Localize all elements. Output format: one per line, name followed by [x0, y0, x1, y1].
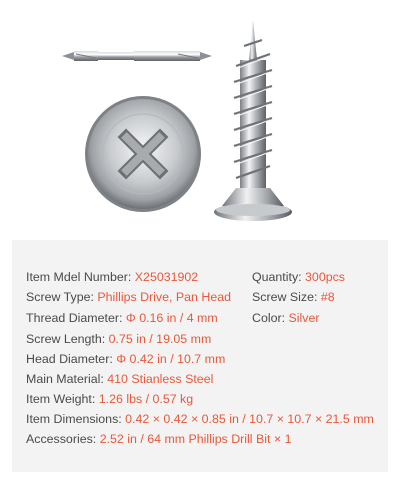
- spec-screw-length: [26, 331, 211, 347]
- spec-value: 300pcs: [305, 270, 345, 284]
- spec-main-material: [26, 371, 213, 387]
- spec-label: Item Mdel Number:: [26, 270, 135, 284]
- product-illustration: [0, 0, 400, 232]
- spec-value: 2.52 in / 64 mm Phillips Drill Bit × 1: [99, 432, 292, 446]
- spec-value: Φ 0.42 in / 10.7 mm: [116, 352, 226, 366]
- spec-color: [252, 310, 319, 326]
- spec-label: Quantity:: [252, 270, 306, 284]
- spec-label: Thread Diameter:: [26, 311, 126, 325]
- spec-item-weight: [26, 391, 193, 407]
- spec-value: #8: [320, 290, 335, 304]
- spec-quantity: [252, 269, 345, 285]
- spec-label: Screw Type:: [26, 290, 98, 304]
- spec-value: Φ 0.16 in / 4 mm: [125, 311, 218, 325]
- specifications-panel: [12, 240, 388, 472]
- drill-bit-icon: [62, 51, 212, 61]
- spec-label: Screw Length:: [26, 332, 109, 346]
- spec-accessories: [26, 431, 291, 447]
- spec-label: Color:: [252, 311, 289, 325]
- spec-value: 0.75 in / 19.05 mm: [108, 332, 212, 346]
- spec-label: Item Weight:: [26, 392, 99, 406]
- spec-value: X25031902: [134, 270, 199, 284]
- spec-label: Head Diameter:: [26, 352, 117, 366]
- spec-label: Item Dimensions:: [26, 412, 126, 426]
- spec-label: Main Material:: [26, 372, 108, 386]
- spec-value: Phillips Drive, Pan Head: [97, 290, 232, 304]
- spec-value: 0.42 × 0.42 × 0.85 in / 10.7 × 10.7 × 21.5 mm: [125, 412, 374, 426]
- spec-label: Screw Size:: [252, 290, 321, 304]
- spec-item-dimensions: [26, 411, 374, 427]
- screw-side-view-icon: [214, 20, 292, 221]
- screw-head-top-view-icon: [85, 96, 201, 212]
- spec-thread-diameter: [26, 310, 218, 326]
- spec-label: Accessories:: [26, 432, 100, 446]
- spec-head-diameter: [26, 351, 225, 367]
- spec-screw-size: [252, 289, 335, 305]
- spec-value: Silver: [288, 311, 320, 325]
- spec-item-model-number: [26, 269, 198, 285]
- spec-screw-type: [26, 289, 231, 305]
- spec-value: 410 Stianless Steel: [107, 372, 214, 386]
- spec-value: 1.26 lbs / 0.57 kg: [98, 392, 194, 406]
